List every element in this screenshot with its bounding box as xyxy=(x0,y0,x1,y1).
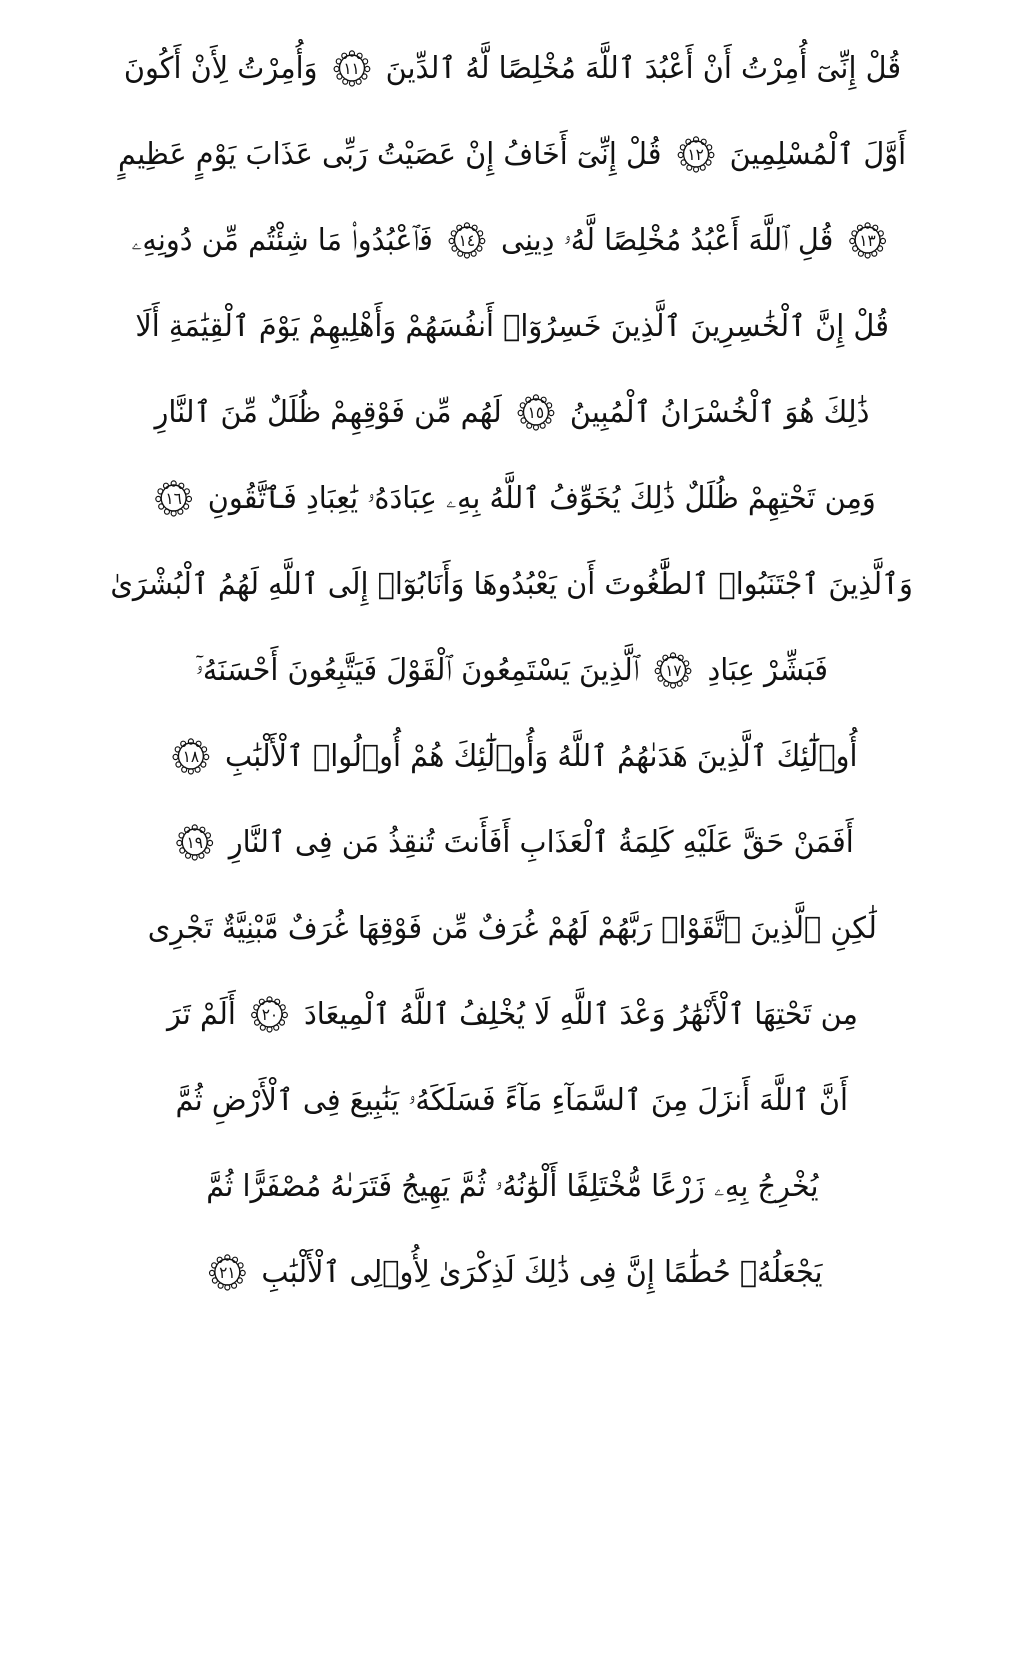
ayah-text: وَٱلَّذِينَ ٱجْتَنَبُوا۟ ٱلطَّٰغُوتَ أَن يَعْبُدُوهَا وَأَنَابُوٓا۟ إِلَى ٱللَّهِ لَهُمُ ٱلْبُشْرَىٰ xyxy=(110,567,914,602)
ayah-number: ١٩ xyxy=(186,833,204,852)
quran-line xyxy=(30,542,994,628)
ayah-number-marker xyxy=(250,994,288,1034)
quran-line xyxy=(30,26,994,112)
ayah-text-continued: ٱلَّذِينَ يَسْتَمِعُونَ ٱلْقَوْلَ فَيَتَّبِعُونَ أَحْسَنَهُۥٓ xyxy=(195,653,640,688)
ayah-number-marker xyxy=(848,220,886,260)
ayah-number: ١٣ xyxy=(859,231,876,250)
quran-line xyxy=(30,284,994,370)
ayah-text-continued: وَأُمِرْتُ لِأَنْ أَكُونَ xyxy=(123,51,318,86)
quran-line xyxy=(30,972,994,1058)
ayah-text: يُخْرِجُ بِهِۦ زَرْعًا مُّخْتَلِفًا أَلْوَٰنُهُۥ ثُمَّ يَهِيجُ فَتَرَىٰهُ مُصْفَرًّا ثُمَّ xyxy=(205,1169,819,1204)
ayah-number: ١٧ xyxy=(665,661,682,680)
quran-text-block xyxy=(30,26,994,1316)
ayah-text: لَٰكِنِ ٱلَّذِينَ ٱتَّقَوْا۟ رَبَّهُمْ لَهُمْ غُرَفٌ مِّن فَوْقِهَا غُرَفٌ مَّبْنِيَّةٌ تَجْرِى xyxy=(147,911,877,946)
ayah-number-marker xyxy=(517,392,555,432)
ayah-text: فَبَشِّرْ عِبَادِ xyxy=(707,653,829,688)
ayah-text: قُلِ ٱللَّهَ أَعْبُدُ مُخْلِصًا لَّهُۥ دِينِى xyxy=(501,223,834,258)
ayah-number-marker xyxy=(654,650,692,690)
ayah-number: ١٦ xyxy=(165,489,182,508)
ayah-text-continued: أَلَمْ تَرَ xyxy=(166,997,236,1032)
ayah-text-continued: فَٱعْبُدُوا۟ مَا شِئْتُم مِّن دُونِهِۦ xyxy=(131,223,433,258)
ayah-number-marker xyxy=(176,822,214,862)
quran-line xyxy=(30,1230,994,1316)
quran-line xyxy=(30,456,994,542)
quran-line xyxy=(30,198,994,284)
ayah-number-marker xyxy=(332,48,370,88)
ayah-number: ١٥ xyxy=(527,403,545,422)
quran-line xyxy=(30,886,994,972)
ayah-number-marker xyxy=(448,220,486,260)
ayah-number-marker xyxy=(172,736,210,776)
ayah-number: ١١ xyxy=(342,59,360,78)
quran-line xyxy=(30,1058,994,1144)
ayah-text: أَنَّ ٱللَّهَ أَنزَلَ مِنَ ٱلسَّمَآءِ مَآءً فَسَلَكَهُۥ يَنَٰبِيعَ فِى ٱلْأَرْضِ ثُمَّ xyxy=(175,1083,849,1118)
ayah-text: ذَٰلِكَ هُوَ ٱلْخُسْرَانُ ٱلْمُبِينُ xyxy=(569,395,870,430)
ayah-text: قُلْ إِنِّىٓ أُمِرْتُ أَنْ أَعْبُدَ ٱللَّهَ مُخْلِصًا لَّهُ ٱلدِّينَ xyxy=(385,51,901,86)
ayah-number: ٢٠ xyxy=(261,1005,278,1024)
ayah-text: يَجْعَلُهُۥ حُطَٰمًا إِنَّ فِى ذَٰلِكَ لَذِكْرَىٰ لِأُو۟لِى ٱلْأَلْبَٰبِ xyxy=(260,1255,823,1290)
ayah-text: وَمِن تَحْتِهِمْ ظُلَلٌ ذَٰلِكَ يُخَوِّفُ ٱللَّهُ بِهِۦ عِبَادَهُۥ يَٰعِبَادِ فَٱتَّقُونِ xyxy=(207,481,876,516)
quran-line xyxy=(30,370,994,456)
ayah-text: أُو۟لَٰٓئِكَ ٱلَّذِينَ هَدَىٰهُمُ ٱللَّهُ وَأُو۟لَٰٓئِكَ هُمْ أُو۟لُوا۟ ٱلْأَلْبَٰبِ xyxy=(225,739,858,774)
ayah-number: ١٢ xyxy=(687,145,704,164)
ayah-text: أَوَّلَ ٱلْمُسْلِمِينَ xyxy=(729,137,907,172)
quran-line xyxy=(30,1144,994,1230)
ayah-number: ١٨ xyxy=(182,747,200,766)
ayah-number-marker xyxy=(676,134,714,174)
ayah-text-continued: لَهُم مِّن فَوْقِهِمْ ظُلَلٌ مِّنَ ٱلنَّارِ xyxy=(154,395,502,430)
ayah-text: أَفَمَنْ حَقَّ عَلَيْهِ كَلِمَةُ ٱلْعَذَابِ أَفَأَنتَ تُنقِذُ مَن فِى ٱلنَّارِ xyxy=(229,825,854,860)
ayah-text: مِن تَحْتِهَا ٱلْأَنْهَٰرُ وَعْدَ ٱللَّهِ لَا يُخْلِفُ ٱللَّهُ ٱلْمِيعَادَ xyxy=(303,997,858,1032)
quran-line xyxy=(30,628,994,714)
ayah-text: قُلْ إِنَّ ٱلْخَٰسِرِينَ ٱلَّذِينَ خَسِرُوٓا۟ أَنفُسَهُمْ وَأَهْلِيهِمْ يَوْمَ ٱلْقِيَٰمَةِ أَلَا xyxy=(135,309,889,344)
quran-line xyxy=(30,800,994,886)
quran-line xyxy=(30,112,994,198)
ayah-number-marker xyxy=(208,1252,246,1292)
ayah-number: ٢١ xyxy=(218,1263,236,1282)
ayah-number: ١٤ xyxy=(458,231,476,250)
quran-line xyxy=(30,714,994,800)
ayah-number-marker xyxy=(154,478,192,518)
ayah-text-continued: قُلْ إِنِّىٓ أَخَافُ إِنْ عَصَيْتُ رَبِّى عَذَابَ يَوْمٍ عَظِيمٍ xyxy=(117,137,662,172)
